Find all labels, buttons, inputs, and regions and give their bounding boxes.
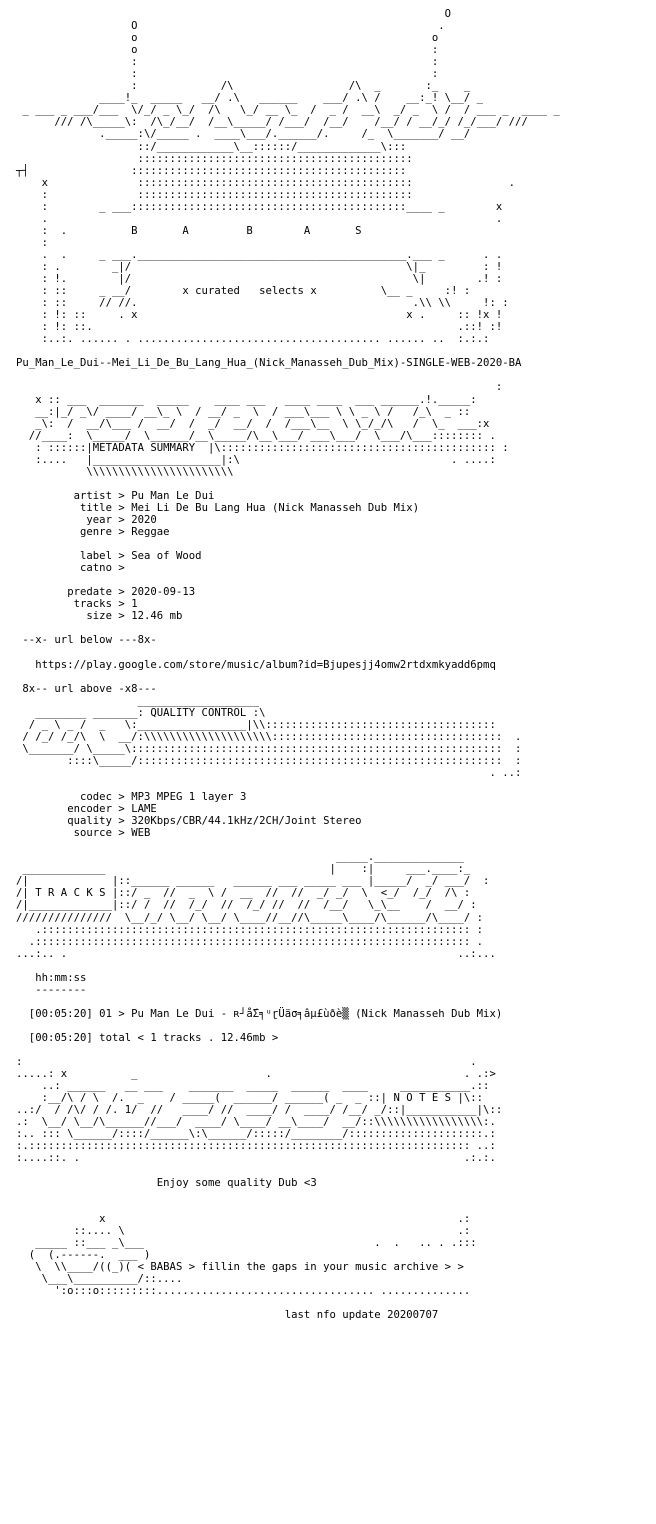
- url-below-marker: --x- url below ---8x-: [22, 634, 157, 647]
- qc-source: WEB: [131, 827, 151, 840]
- header-tagline: x curated selects x: [182, 285, 317, 298]
- meta-catno-label: catno >: [79, 562, 125, 575]
- qc-codec-label: codec >: [79, 791, 125, 804]
- footer-slogan: < BABAS > fillin the gaps in your music archive > >: [137, 1260, 464, 1273]
- section-notes-title: N O T E S: [393, 1092, 452, 1105]
- meta-label-label: label >: [79, 550, 125, 563]
- meta-artist: Pu Man Le Dui: [131, 489, 215, 502]
- meta-predate-label: predate >: [67, 586, 125, 599]
- section-metadata-title: METADATA SUMMARY: [92, 441, 196, 454]
- qc-encoder: LAME: [131, 803, 157, 816]
- tracks-total: [00:05:20] total < 1 tracks . 12.46mb >: [28, 1031, 279, 1044]
- meta-title-label: title >: [79, 501, 125, 514]
- tracklist-header: hh:mm:ss: [35, 971, 87, 984]
- meta-year: 2020: [131, 513, 157, 526]
- qc-codec: MP3 MPEG 1 layer 3: [131, 791, 247, 804]
- qc-quality: 320Kbps/CBR/44.1kHz/2CH/Joint Stereo: [131, 815, 362, 828]
- meta-size-label: size >: [86, 610, 125, 623]
- tracklist-underline: --------: [35, 983, 87, 996]
- release-name: Pu_Man_Le_Dui--Mei_Li_De_Bu_Lang_Hua_(Nick_Manasseh_Dub_Mix)-SINGLE-WEB-2020-BA: [16, 357, 522, 370]
- section-tracks-title: T R A C K S: [35, 887, 106, 900]
- notes-text: Enjoy some quality Dub <3: [156, 1176, 317, 1189]
- meta-predate: 2020-09-13: [131, 586, 196, 599]
- qc-source-label: source >: [73, 827, 125, 840]
- meta-tracks-label: tracks >: [73, 598, 125, 611]
- nfo-document: O O . o o o : : : : : : /\ /\ _ :_ _ ____!_ _____ __/ .\ ______ ___/ .\ / __:_! \__/ _ _ ___ _ ___/___ \/_/ _ \_/ /\ \_/ __ \_ / _ / __\ _/ _ \ / / ___ _ ____ _ /// /\_____\: /\_/__/ /__\_____/ /___/ /__/ /__/ / __/_/ /_/___/ /// ._____:\/_____ . ____\___/.______/. /_ \_______/ __/ ::/____________\__::::::/_____________\::: ::::::::::::::::::::::::::::::::::::::::::: ┬┤ ::::::::::::::::::::::::::::::::::::::::::: x ::::::::::::::::::::::::::::::::::::::::::: . : ::::::::::::::::::::::::::::::::::::::::::: : _ ___:::::::::::::::::::::::::::::::::::::::::::____ _ x . . : . B A B A S : . . _ ___.__________________________________________.___ _ . . : . _|/ \|_ : ! : !. |/ \| .! : : :: _ __/ x curated selects x \__ _ :! : : :: // //. .\\ \\ !: : : !: :: . x x . :: !x ! : !: ::. .::! :! :..:. ...... . ...................................... ...... .. :.:.: Pu_Man_Le_Dui--Mei_Li_De_Bu_Lang_Hua_(Nick_Manasseh_Dub_Mix)-SINGLE-WEB-2020-BA : x :: ___ _______ _____ ____ ___ ____ ____ ___ ______.!._____: __:|_/ _\/ ____/ __\_ \ / __/ _ \ / ___\___ \ \ _ \ / /_\ _ :: _\: / __/\___ / __/ / _/ __/ / /___\__ \ \_/_/\ / \_ ___:x //____: \_____/ \______/__\_____/\__\___/ ___\___/ \___/\___:::::::: . : ::::::|METADATA SUMMARY |\::::::::::::::::::::::::::::::::::::::::::: : :.... |____________________|:\ . ....: \\\\\\\\\\\\\\\\\\\\\\\ artist > Pu Man Le Dui title > Mei Li De Bu Lang Hua (Nick Manasseh Dub Mix) year > 2020 genre > Reggae label > Sea of Wood catno > predate > 2020-09-13 tracks > 1 size > 12.46 mb --x- url below ---8x- https://play.google.com/store/music/album?id=Bjupesjj4omw2rtdxmkyadd6pmq 8x-- url above -x8--- ___________________ ________ _______: QUALITY CONTROL :\ / _ \ _ / _ \:_________________|\\:::::::::::::::::::::::::::::::::::: / /_/ /_/\ \ __/:\\\\\\\\\\\\\\\\\\\\:::::::::::::::::::::::::::::::::::: . \_______/ \_____\:::::::::::::::::::::::::::::::::::::::::::::::::::::::::: : ::::\_____/::::::::::::::::::::::::::::::::::::::::::::::::::::::::: : . ..: codec > MP3 MPEG 1 layer 3 encoder > LAME quality > 320Kbps/CBR/44.1kHz/2CH/Joint Stereo source > WEB _____.______________ _____________ | :| ___.____:_ /| |::______ ______ ______ ___ _____ ___ |_____/ _/ ___/ : /| T R A C K S |::/ _ // _ \ / __ // // _/ _/ \ <_/ /_/ /\ : /|_____________|::/ / // /_/ // /_/ // // /__/ \_\__ / __/ : /////////////// \__/_/ \__/ \__/ \____//__//\_____\____/\______/\____/ : .::::::::::::::::::::::::::::::::::::::::::::::::::::::::::::::::::: : .:::::::::::::::::::::::::::::::::::::::::::::::::::::::::::::::::::: . ...:.. . ..:... hh:mm:ss -------- [00:05:20] 01 > Pu Man Le Dui - ʀ┘ǻΣ╕ᵘɽÜäσ╕âµ£ùðè▒ (Nick Manasseh Dub Mix) [00:05:20] total < 1 tracks . 12.46mb > : . .....: x _ . . .:> ..: ______ __ ___ _______ _____ ______ ____ ___________.:: :__/\ / \ /. _ / _____( ______/ ______( _ _ ::| N O T E S |\:: ..:/ / /\/ / /. 1/ // ____/ // ____/ / ____/ /__/ _/::|___________|\:: .: \__/ \__/\______//___/ ____/ \____/ __\____/ __/::\\\\\\\\\\\\\\\\\:. :.. ::: \______/::::/______\:\______/:::::/________/:::::::::::::::::::::.: :.::::::::::::::::::::::::::::::::::::::::::::::::::::::::::::::::::::: ..: :....::. . .:.:. Enjoy some quality Dub <3 x .: ::.... \ .: _____ ::___ _\___ . . .. . .::: ( (.------. ___ ) \ \\____/((_)( < BABAS > fillin the gaps in your music archive > > \___\__________/::.... ':o:::o:::::::::.................................. .............. last nfo update 20200707: [16, 8, 560, 1322]
- section-quality-title: QUALITY CONTROL: [150, 706, 247, 719]
- nfo-update-date: last nfo update 20200707: [284, 1309, 439, 1322]
- meta-title: Mei Li De Bu Lang Hua (Nick Manasseh Dub Mix): [131, 501, 420, 514]
- meta-label: Sea of Wood: [131, 550, 202, 563]
- meta-year-label: year >: [86, 513, 125, 526]
- meta-artist-label: artist >: [73, 489, 125, 502]
- header-letters: B A B A S: [131, 224, 362, 237]
- meta-tracks: 1: [131, 598, 138, 611]
- meta-genre: Reggae: [131, 526, 170, 539]
- babas-logo-art: O O . o o o : : : : : : /\ /\ _ :_ _ ____!_ _____ __/ .\ ______ ___/ .\ / __:_! \__/ _ _ ___ _ ___/___ \/_/ _ \_/ /\ \_/ __ \_ / _ / __\ _/ _ \ / / ___ _ ____ _ /// /\_____\: /\_/__/ /__\_____/ /___/ /__/ /__/ / __/_/ /_/___/ /// ._____:\/_____ . ____\___/.______/. /_ \_______/ __/ ::/____________\__::::::/_____________\::: ::::::::::::::::::::::::::::::::::::::::::: ┬┤ ::::::::::::::::::::::::::::::::::::::::::: x ::::::::::::::::::::::::::::::::::::::::::: . : ::::::::::::::::::::::::::::::::::::::::::: : _ ___:::::::::::::::::::::::::::::::::::::::::::____ _ x . . : .: [16, 8, 560, 237]
- qc-quality-label: quality >: [67, 815, 125, 828]
- release-url[interactable]: https://play.google.com/store/music/album?id=Bjupesjj4omw2rtdxmkyadd6pmq: [35, 658, 496, 671]
- url-above-marker: 8x-- url above -x8---: [22, 682, 157, 695]
- meta-size: 12.46 mb: [131, 610, 183, 623]
- track-01: [00:05:20] 01 > Pu Man Le Dui - ʀ┘ǻΣ╕ᵘɽÜäσ╕âµ£ùðè▒ (Nick Manasseh Dub Mix): [28, 1007, 503, 1020]
- meta-genre-label: genre >: [79, 526, 125, 539]
- qc-encoder-label: encoder >: [67, 803, 125, 816]
